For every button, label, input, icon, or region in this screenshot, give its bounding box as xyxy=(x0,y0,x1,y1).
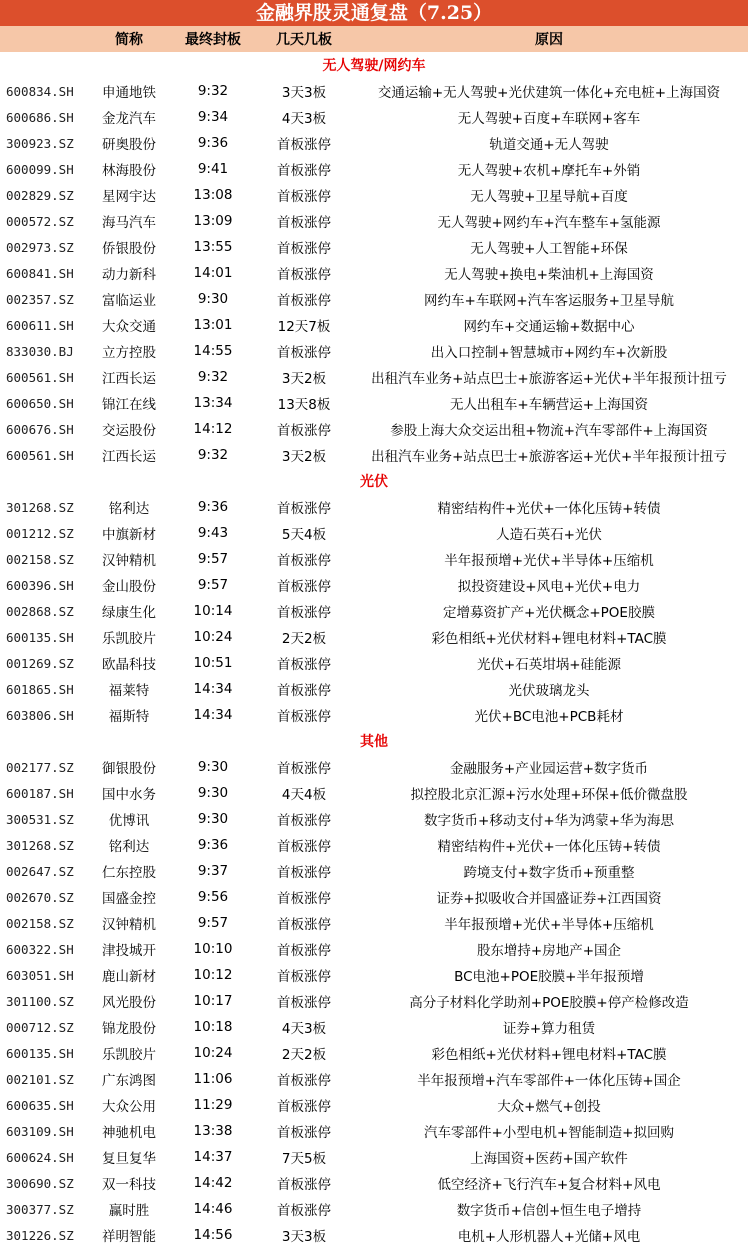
reason-text: 光伏玻璃龙头 xyxy=(508,683,590,699)
seal-time: 11:06 xyxy=(193,1071,233,1087)
stock-name: 福莱特 xyxy=(108,683,150,699)
table-row xyxy=(0,78,748,104)
stock-name: 江西长运 xyxy=(102,449,156,465)
stock-code: 600135.SH xyxy=(6,1045,74,1061)
seal-time: 14:56 xyxy=(193,1227,233,1243)
board-count: 首板涨停 xyxy=(277,865,331,881)
stock-code: 000572.SZ xyxy=(6,213,74,229)
reason-text: BC电池+POE胶膜+半年报预增 xyxy=(454,969,644,985)
reason-text: 出租汽车业务+站点巴士+旅游客运+光伏+半年报预计扭亏 xyxy=(371,449,727,465)
table-row xyxy=(0,1014,748,1040)
table-row xyxy=(0,962,748,988)
board-count: 首板涨停 xyxy=(277,1177,331,1193)
board-count: 3天2板 xyxy=(281,371,327,387)
stock-code: 600650.SH xyxy=(6,395,74,411)
table-row xyxy=(0,676,748,702)
seal-time: 9:57 xyxy=(197,577,229,593)
seal-time: 14:01 xyxy=(193,265,233,281)
board-count: 首板涨停 xyxy=(277,501,331,517)
stock-name: 锦江在线 xyxy=(102,397,156,413)
seal-time: 11:29 xyxy=(193,1097,233,1113)
table-row xyxy=(0,910,748,936)
section-header: 其他 xyxy=(360,734,388,750)
reason-text: 拟控股北京汇源+污水处理+环保+低价微盘股 xyxy=(410,787,688,803)
seal-time: 9:30 xyxy=(197,291,229,307)
reason-text: 彩色相纸+光伏材料+锂电材料+TAC膜 xyxy=(431,1047,667,1063)
stock-code: 002647.SZ xyxy=(6,863,74,879)
seal-time: 9:30 xyxy=(197,785,229,801)
header-name: 简称 xyxy=(115,32,143,48)
reason-text: 无人驾驶+卫星导航+百度 xyxy=(470,189,628,205)
board-count: 首板涨停 xyxy=(277,943,331,959)
stock-name: 御银股份 xyxy=(102,761,156,777)
board-count: 4天4板 xyxy=(281,787,327,803)
board-count: 首板涨停 xyxy=(277,579,331,595)
table-row xyxy=(0,624,748,650)
stock-code: 600322.SH xyxy=(6,941,74,957)
board-count: 3天2板 xyxy=(281,449,327,465)
seal-time: 14:37 xyxy=(193,1149,233,1165)
board-count: 首板涨停 xyxy=(277,657,331,673)
table-row xyxy=(0,884,748,910)
stock-code: 600676.SH xyxy=(6,421,74,437)
table-row xyxy=(0,1092,748,1118)
stock-code: 300377.SZ xyxy=(6,1201,74,1217)
stock-code: 002357.SZ xyxy=(6,291,74,307)
reason-text: 高分子材料化学助剂+POE胶膜+停产检修改造 xyxy=(409,995,689,1011)
header-reason: 原因 xyxy=(535,32,563,48)
stock-name: 乐凯胶片 xyxy=(102,1047,156,1063)
stock-name: 大众公用 xyxy=(102,1099,156,1115)
board-count: 首板涨停 xyxy=(277,215,331,231)
board-count: 12天7板 xyxy=(277,319,331,335)
board-count: 首板涨停 xyxy=(277,683,331,699)
stock-name: 星网宇达 xyxy=(102,189,156,205)
seal-time: 9:41 xyxy=(197,161,229,177)
reason-text: 拟投资建设+风电+光伏+电力 xyxy=(457,579,641,595)
board-count: 首板涨停 xyxy=(277,267,331,283)
table-row xyxy=(0,1222,748,1248)
stock-code: 600841.SH xyxy=(6,265,74,281)
seal-time: 9:32 xyxy=(197,83,229,99)
reason-text: 汽车零部件+小型电机+智能制造+拟回购 xyxy=(424,1125,674,1141)
board-count: 首板涨停 xyxy=(277,1073,331,1089)
stock-code: 600396.SH xyxy=(6,577,74,593)
board-count: 首板涨停 xyxy=(277,995,331,1011)
seal-time: 10:24 xyxy=(193,1045,233,1061)
seal-time: 9:36 xyxy=(197,135,229,151)
board-count: 13天8板 xyxy=(277,397,331,413)
stock-code: 603109.SH xyxy=(6,1123,74,1139)
seal-time: 10:10 xyxy=(193,941,233,957)
board-count: 首板涨停 xyxy=(277,1125,331,1141)
section-header: 光伏 xyxy=(360,474,388,490)
stock-name: 复旦复华 xyxy=(102,1151,156,1167)
board-count: 首板涨停 xyxy=(277,163,331,179)
table-row xyxy=(0,494,748,520)
board-count: 首板涨停 xyxy=(277,1203,331,1219)
reason-text: 无人驾驶+网约车+汽车整车+氢能源 xyxy=(437,215,661,231)
table-row xyxy=(0,806,748,832)
stock-code: 000712.SZ xyxy=(6,1019,74,1035)
reason-text: 低空经济+飞行汽车+复合材料+风电 xyxy=(437,1177,661,1193)
board-count: 2天2板 xyxy=(281,631,327,647)
reason-text: 交通运输+无人驾驶+光伏建筑一体化+充电桩+上海国资 xyxy=(377,85,721,101)
reason-text: 半年报预增+汽车零部件+一体化压铸+国企 xyxy=(417,1073,681,1089)
stock-name: 乐凯胶片 xyxy=(102,631,156,647)
stock-code: 600135.SH xyxy=(6,629,74,645)
board-count: 3天3板 xyxy=(281,85,327,101)
reason-text: 光伏+BC电池+PCB耗材 xyxy=(474,709,624,725)
seal-time: 10:24 xyxy=(193,629,233,645)
seal-time: 9:56 xyxy=(197,889,229,905)
table-row xyxy=(0,780,748,806)
stock-code: 301100.SZ xyxy=(6,993,74,1009)
stock-name: 研奥股份 xyxy=(102,137,156,153)
table-row xyxy=(0,988,748,1014)
reason-text: 轨道交通+无人驾驶 xyxy=(489,137,609,153)
board-count: 首板涨停 xyxy=(277,553,331,569)
stock-code: 601865.SH xyxy=(6,681,74,697)
stock-name: 祥明智能 xyxy=(102,1229,156,1245)
seal-time: 9:43 xyxy=(197,525,229,541)
board-count: 首板涨停 xyxy=(277,761,331,777)
stock-code: 600635.SH xyxy=(6,1097,74,1113)
reason-text: 无人驾驶+农机+摩托车+外销 xyxy=(457,163,641,179)
stock-code: 600834.SH xyxy=(6,83,74,99)
seal-time: 13:08 xyxy=(193,187,233,203)
stock-code: 002829.SZ xyxy=(6,187,74,203)
seal-time: 13:55 xyxy=(193,239,233,255)
stock-name: 金山股份 xyxy=(102,579,156,595)
table-row xyxy=(0,338,748,364)
stock-code: 002177.SZ xyxy=(6,759,74,775)
stock-name: 锦龙股份 xyxy=(102,1021,156,1037)
board-count: 首板涨停 xyxy=(277,241,331,257)
reason-text: 大众+燃气+创投 xyxy=(497,1099,601,1115)
reason-text: 数字货币+信创+恒生电子增持 xyxy=(456,1203,642,1219)
stock-code: 300531.SZ xyxy=(6,811,74,827)
board-count: 首板涨停 xyxy=(277,891,331,907)
table-row xyxy=(0,390,748,416)
seal-time: 10:12 xyxy=(193,967,233,983)
table-row xyxy=(0,598,748,624)
reason-text: 电机+人形机器人+光储+风电 xyxy=(457,1229,641,1245)
reason-text: 参股上海大众交运出租+物流+汽车零部件+上海国资 xyxy=(390,423,708,439)
stock-name: 中旗新材 xyxy=(102,527,156,543)
stock-code: 600611.SH xyxy=(6,317,74,333)
stock-code: 600624.SH xyxy=(6,1149,74,1165)
board-count: 首板涨停 xyxy=(277,709,331,725)
stock-code: 603806.SH xyxy=(6,707,74,723)
stock-name: 绿康生化 xyxy=(102,605,156,621)
seal-time: 10:18 xyxy=(193,1019,233,1035)
stock-code: 600686.SH xyxy=(6,109,74,125)
seal-time: 14:34 xyxy=(193,681,233,697)
reason-text: 无人驾驶+人工智能+环保 xyxy=(470,241,628,257)
stock-code: 002101.SZ xyxy=(6,1071,74,1087)
table-row xyxy=(0,754,748,780)
stock-name: 动力新科 xyxy=(102,267,156,283)
seal-time: 13:38 xyxy=(193,1123,233,1139)
stock-name: 鹿山新材 xyxy=(102,969,156,985)
board-count: 4天3板 xyxy=(281,1021,327,1037)
board-count: 首板涨停 xyxy=(277,969,331,985)
seal-time: 9:57 xyxy=(197,551,229,567)
table-row xyxy=(0,858,748,884)
stock-name: 申通地铁 xyxy=(102,85,156,101)
seal-time: 14:46 xyxy=(193,1201,233,1217)
stock-name: 国盛金控 xyxy=(102,891,156,907)
stock-name: 国中水务 xyxy=(102,787,156,803)
seal-time: 9:36 xyxy=(197,499,229,515)
board-count: 首板涨停 xyxy=(277,345,331,361)
stock-code: 002158.SZ xyxy=(6,551,74,567)
stock-name: 江西长运 xyxy=(102,371,156,387)
table-row xyxy=(0,104,748,130)
stock-code: 833030.BJ xyxy=(6,343,74,359)
reason-text: 金融服务+产业园运营+数字货币 xyxy=(449,761,649,777)
stock-code: 600561.SH xyxy=(6,447,74,463)
reason-text: 证券+算力租赁 xyxy=(502,1021,596,1037)
board-count: 4天3板 xyxy=(281,111,327,127)
table-row xyxy=(0,1196,748,1222)
stock-name: 铭利达 xyxy=(108,501,150,517)
stock-name: 汉钟精机 xyxy=(102,553,156,569)
seal-time: 10:51 xyxy=(193,655,233,671)
table-row xyxy=(0,1170,748,1196)
stock-code: 600561.SH xyxy=(6,369,74,385)
table-row xyxy=(0,208,748,234)
stock-name: 立方控股 xyxy=(102,345,156,361)
board-count: 3天3板 xyxy=(281,1229,327,1245)
stock-name: 仁东控股 xyxy=(102,865,156,881)
stock-code: 300923.SZ xyxy=(6,135,74,151)
board-count: 首板涨停 xyxy=(277,917,331,933)
board-count: 首板涨停 xyxy=(277,1099,331,1115)
stock-code: 600099.SH xyxy=(6,161,74,177)
seal-time: 9:32 xyxy=(197,447,229,463)
table-row xyxy=(0,936,748,962)
table-row xyxy=(0,1118,748,1144)
board-count: 首板涨停 xyxy=(277,605,331,621)
stock-code: 301268.SZ xyxy=(6,837,74,853)
stock-name: 广东鸿图 xyxy=(102,1073,156,1089)
table-row xyxy=(0,1040,748,1066)
seal-time: 13:34 xyxy=(193,395,233,411)
page-title: 金融界股灵通复盘（7.25） xyxy=(0,0,748,26)
stock-code: 002868.SZ xyxy=(6,603,74,619)
stock-name: 神驰机电 xyxy=(102,1125,156,1141)
table-row xyxy=(0,572,748,598)
table-row xyxy=(0,546,748,572)
header-time: 最终封板 xyxy=(185,32,241,48)
board-count: 首板涨停 xyxy=(277,839,331,855)
section-header: 无人驾驶/网约车 xyxy=(322,58,426,74)
reason-text: 定增募资扩产+光伏概念+POE胶膜 xyxy=(443,605,655,621)
table-row xyxy=(0,650,748,676)
stock-code: 001212.SZ xyxy=(6,525,74,541)
reason-text: 无人出租车+车辆营运+上海国资 xyxy=(449,397,649,413)
reason-text: 股东增持+房地产+国企 xyxy=(476,943,622,959)
stock-name: 福斯特 xyxy=(108,709,150,725)
stock-name: 金龙汽车 xyxy=(102,111,156,127)
stock-code: 002670.SZ xyxy=(6,889,74,905)
seal-time: 9:34 xyxy=(197,109,229,125)
table-row xyxy=(0,156,748,182)
table-row xyxy=(0,260,748,286)
board-count: 2天2板 xyxy=(281,1047,327,1063)
reason-text: 出租汽车业务+站点巴士+旅游客运+光伏+半年报预计扭亏 xyxy=(371,371,727,387)
seal-time: 14:12 xyxy=(193,421,233,437)
table-header xyxy=(0,26,748,52)
stock-name: 欧晶科技 xyxy=(102,657,156,673)
stock-code: 301268.SZ xyxy=(6,499,74,515)
seal-time: 9:37 xyxy=(197,863,229,879)
stock-name: 赢时胜 xyxy=(108,1203,150,1219)
reason-text: 精密结构件+光伏+一体化压铸+转债 xyxy=(437,501,661,517)
seal-time: 9:30 xyxy=(197,759,229,775)
stock-code: 301226.SZ xyxy=(6,1227,74,1243)
reason-text: 出入口控制+智慧城市+网约车+次新股 xyxy=(430,345,668,361)
board-count: 首板涨停 xyxy=(277,137,331,153)
reason-text: 半年报预增+光伏+半导体+压缩机 xyxy=(444,553,654,569)
table-row xyxy=(0,832,748,858)
table-row xyxy=(0,1066,748,1092)
stock-code: 603051.SH xyxy=(6,967,74,983)
reason-text: 数字货币+移动支付+华为鸿蒙+华为海思 xyxy=(424,813,674,829)
stock-code: 600187.SH xyxy=(6,785,74,801)
stock-name: 津投城开 xyxy=(102,943,156,959)
table-row xyxy=(0,234,748,260)
table-row xyxy=(0,416,748,442)
seal-time: 10:14 xyxy=(193,603,233,619)
reason-text: 证券+拟吸收合并国盛证券+江西国资 xyxy=(436,891,662,907)
stock-name: 汉钟精机 xyxy=(102,917,156,933)
stock-code: 002158.SZ xyxy=(6,915,74,931)
reason-text: 人造石英石+光伏 xyxy=(496,527,602,543)
board-count: 5天4板 xyxy=(281,527,327,543)
seal-time: 14:42 xyxy=(193,1175,233,1191)
stock-name: 海马汽车 xyxy=(102,215,156,231)
table-row xyxy=(0,1144,748,1170)
table-row xyxy=(0,520,748,546)
header-days: 几天几板 xyxy=(276,32,332,48)
stock-name: 侨银股份 xyxy=(102,241,156,257)
board-count: 首板涨停 xyxy=(277,813,331,829)
stock-name: 交运股份 xyxy=(102,423,156,439)
reason-text: 无人驾驶+换电+柴油机+上海国资 xyxy=(444,267,654,283)
seal-time: 9:30 xyxy=(197,811,229,827)
reason-text: 彩色相纸+光伏材料+锂电材料+TAC膜 xyxy=(431,631,667,647)
stock-name: 风光股份 xyxy=(102,995,156,1011)
seal-time: 9:36 xyxy=(197,837,229,853)
seal-time: 13:01 xyxy=(193,317,233,333)
seal-time: 9:32 xyxy=(197,369,229,385)
stock-name: 铭利达 xyxy=(108,839,150,855)
table-row xyxy=(0,702,748,728)
table-row xyxy=(0,182,748,208)
table-row xyxy=(0,286,748,312)
stock-name: 大众交通 xyxy=(102,319,156,335)
reason-text: 半年报预增+光伏+半导体+压缩机 xyxy=(444,917,654,933)
reason-text: 网约车+车联网+汽车客运服务+卫星导航 xyxy=(424,293,674,309)
reason-text: 跨境支付+数字货币+预重整 xyxy=(463,865,635,881)
seal-time: 13:09 xyxy=(193,213,233,229)
board-count: 首板涨停 xyxy=(277,189,331,205)
board-count: 首板涨停 xyxy=(277,293,331,309)
seal-time: 14:34 xyxy=(193,707,233,723)
stock-name: 林海股份 xyxy=(102,163,156,179)
stock-name: 双一科技 xyxy=(102,1177,156,1193)
seal-time: 9:57 xyxy=(197,915,229,931)
reason-text: 网约车+交通运输+数据中心 xyxy=(463,319,635,335)
table-row xyxy=(0,130,748,156)
seal-time: 10:17 xyxy=(193,993,233,1009)
board-count: 首板涨停 xyxy=(277,423,331,439)
table-body xyxy=(0,52,748,1248)
stock-code: 002973.SZ xyxy=(6,239,74,255)
reason-text: 精密结构件+光伏+一体化压铸+转债 xyxy=(437,839,661,855)
stock-name: 富临运业 xyxy=(102,293,156,309)
stock-code: 300690.SZ xyxy=(6,1175,74,1191)
table-row xyxy=(0,442,748,468)
table-row xyxy=(0,312,748,338)
reason-text: 光伏+石英坩埚+硅能源 xyxy=(476,657,622,673)
table-row xyxy=(0,364,748,390)
reason-text: 无人驾驶+百度+车联网+客车 xyxy=(457,111,641,127)
seal-time: 14:55 xyxy=(193,343,233,359)
reason-text: 上海国资+医药+国产软件 xyxy=(470,1151,628,1167)
board-count: 7天5板 xyxy=(281,1151,327,1167)
stock-code: 001269.SZ xyxy=(6,655,74,671)
stock-name: 优博讯 xyxy=(108,813,150,829)
